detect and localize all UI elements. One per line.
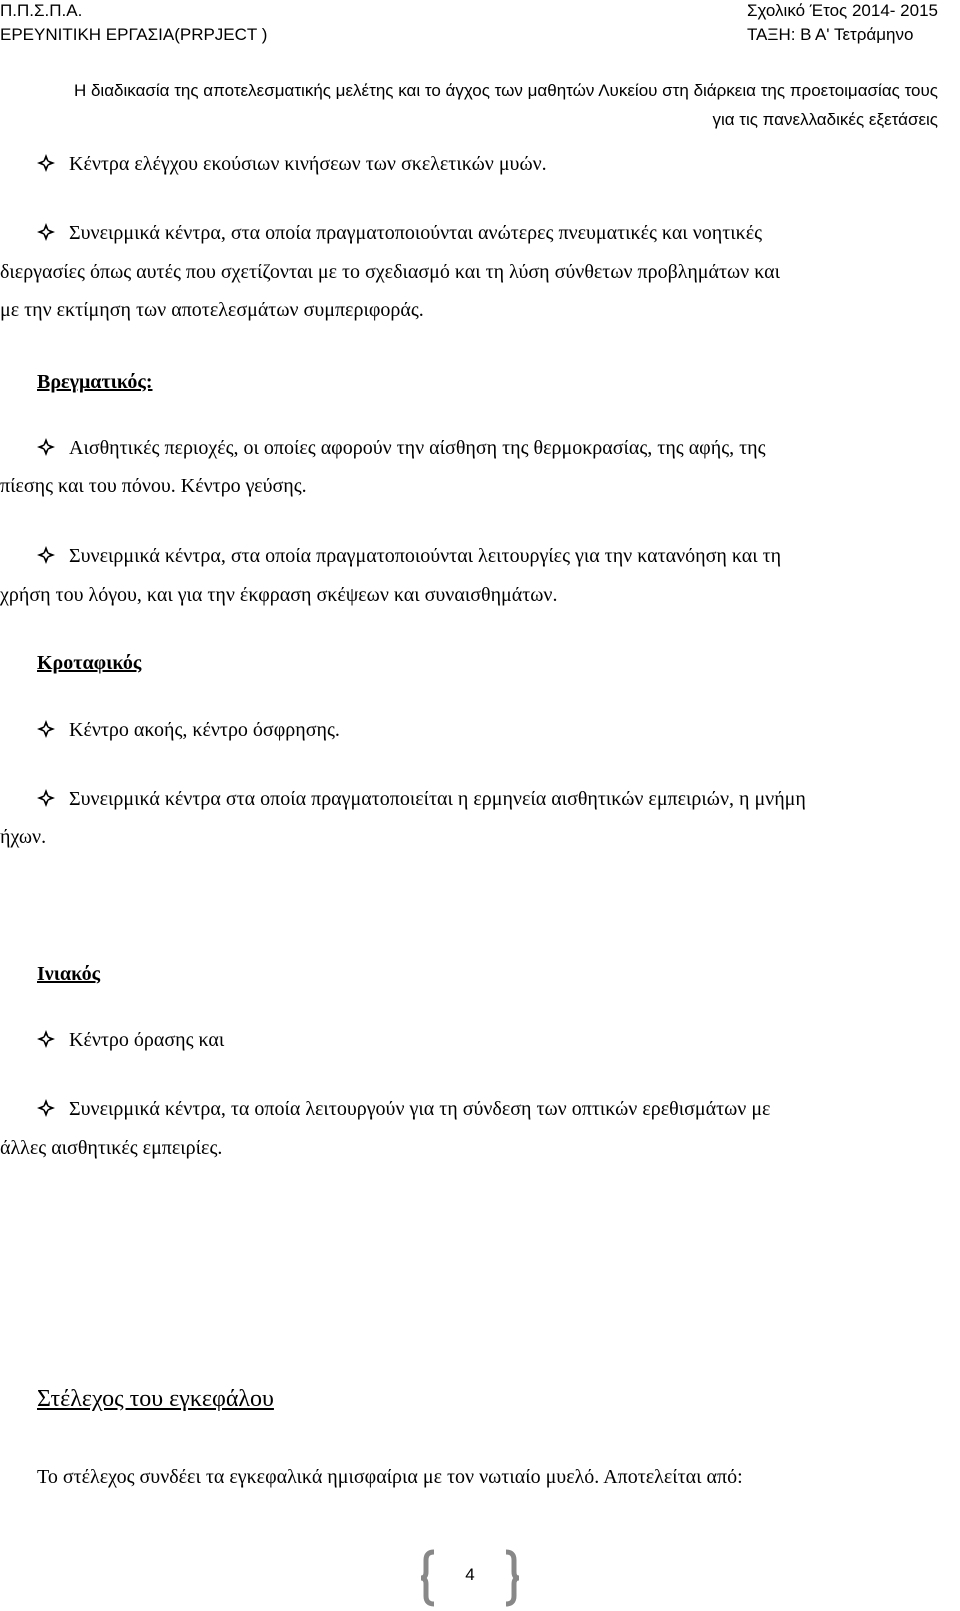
bullet-item	[37, 788, 806, 811]
paragraph-line: Το στέλεχος συνδέει τα εγκεφαλικά ημισφαίρια με τον νωτιαίο μυελό. Αποτελείται από:	[37, 1466, 743, 1488]
section-heading-occipital: Ινιακός	[37, 963, 101, 985]
diamond-bullet-icon	[37, 1030, 55, 1048]
school-name: Π.Π.Σ.Π.Α.	[0, 1, 83, 20]
diamond-bullet-icon	[37, 438, 55, 456]
section-heading-brainstem: Στέλεχος του εγκεφάλου	[37, 1386, 274, 1412]
bullet-text: Κέντρα ελέγχου εκούσιων κινήσεων των σκελετικών μυών.	[69, 153, 547, 175]
bullet-text: Συνειρμικά κέντρα, στα οποία πραγματοποιούνται ανώτερες πνευματικές και νοητικές	[69, 222, 763, 244]
bullet-item	[37, 545, 781, 568]
diamond-bullet-icon	[37, 223, 55, 241]
class-term	[747, 24, 938, 48]
diamond-bullet-icon	[37, 546, 55, 564]
class-label: ΤΑΞΗ: Β	[746, 25, 812, 44]
diamond-bullet-icon	[37, 1099, 55, 1117]
paragraph-line: άλλες αισθητικές εμπειρίες.	[0, 1137, 223, 1159]
document-subtitle: Η διαδικασία της αποτελεσματικής μελέτης και το άγχος των μαθητών Λυκείου στη διάρκεια της προετοιμασίας τους για τις πανελλαδικές εξετάσεις	[73, 81, 938, 129]
bullet-item	[37, 222, 762, 245]
bullet-item	[37, 719, 340, 742]
bullet-text: Κέντρο ακοής, κέντρο όσφρησης.	[69, 719, 340, 741]
bullet-text: Συνειρμικά κέντρα, στα οποία πραγματοποιούνται λειτουργίες για την κατανόηση και τη	[69, 545, 782, 567]
school-year: Σχολικό Έτος 2014- 2015	[746, 1, 938, 20]
bullet-text: Συνειρμικά κέντρα, τα οποία λειτουργούν για τη σύνδεση των οπτικών ερεθισμάτων με	[69, 1098, 771, 1120]
bullet-text: Κέντρο όρασης και	[69, 1029, 225, 1051]
page-number: 4	[465, 1565, 475, 1584]
section-heading-temporal: Κροταφικός	[37, 652, 142, 674]
term-label: Α' Τετράμηνο	[814, 25, 914, 44]
paragraph-line: ήχων.	[0, 826, 47, 848]
bullet-item	[37, 153, 547, 176]
diamond-bullet-icon	[37, 154, 55, 172]
bullet-item	[37, 1098, 770, 1121]
diamond-bullet-icon	[37, 789, 55, 807]
bullet-text: Συνειρμικά κέντρα στα οποία πραγματοποιείται η ερμηνεία αισθητικών εμπειριών, η μνήμη	[69, 788, 806, 810]
section-heading-parietal: Βρεγματικός:	[37, 371, 153, 393]
paragraph-line: διεργασίες όπως αυτές που σχετίζονται με το σχεδιασμό και τη λύση σύνθετων προβλημάτων και	[0, 261, 780, 283]
bullet-text: Αισθητικές περιοχές, οι οποίες αφορούν την αίσθηση της θερμοκρασίας, της αφής, της	[69, 437, 766, 459]
header-left	[0, 0, 267, 48]
bullet-item	[37, 1029, 224, 1052]
bullet-item	[37, 437, 766, 460]
paragraph-line: με την εκτίμηση των αποτελεσμάτων συμπεριφοράς.	[0, 299, 424, 321]
header-right	[747, 0, 938, 48]
project-title: ΕΡΕΥΝΙΤΙΚΗ ΕΡΓΑΣΙΑ(PRPJECT )	[0, 25, 268, 44]
paragraph-line: πίεσης και του πόνου. Κέντρο γεύσης.	[0, 475, 307, 497]
paragraph-line: χρήση του λόγου, και για την έκφραση σκέψεων και συναισθημάτων.	[0, 584, 558, 606]
diamond-bullet-icon	[37, 720, 55, 738]
page-footer	[420, 1548, 520, 1608]
